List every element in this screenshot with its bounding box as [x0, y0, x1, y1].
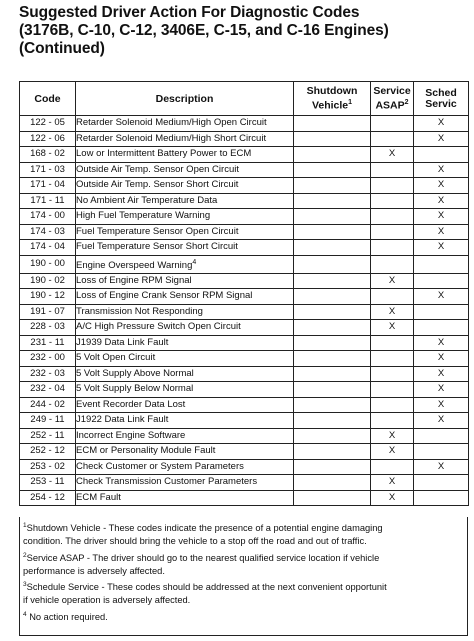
code-cell: 174 - 00: [20, 209, 76, 225]
shutdown-mark: [294, 255, 371, 273]
table-row: [20, 444, 469, 460]
description-text: Retarder Solenoid Medium/High Open Circuit: [76, 117, 267, 129]
schedule-mark: X: [414, 224, 469, 240]
footnote-2-line-1: [23, 549, 464, 565]
shutdown-mark: [294, 304, 371, 320]
table-row: [20, 382, 469, 398]
footnote-1-line-1: [23, 519, 464, 535]
shutdown-mark: [294, 444, 371, 460]
schedule-mark: X: [414, 289, 469, 305]
service-mark: [371, 193, 414, 209]
footnote-1-number: 1: [23, 522, 27, 529]
service-mark: [371, 255, 414, 273]
schedule-mark: X: [414, 366, 469, 382]
table-row: [20, 397, 469, 413]
description-cell: [76, 335, 294, 351]
code-cell: 174 - 03: [20, 224, 76, 240]
description-wrap: [76, 132, 293, 146]
schedule-mark: [414, 304, 469, 320]
footnotes: [19, 517, 468, 636]
footnote-2-line-2: performance is adversely affected.: [23, 565, 165, 576]
description-text: Fuel Temperature Sensor Short Circuit: [76, 241, 238, 253]
description-text: J1922 Data Link Fault: [76, 414, 169, 426]
service-mark: [371, 224, 414, 240]
code-cell: 190 - 12: [20, 289, 76, 305]
description-wrap: [76, 398, 293, 412]
table-row: [20, 224, 469, 240]
footnote-1-text-1: Shutdown Vehicle - These codes indicate the presence of a potential engine damaging: [26, 523, 383, 534]
description-cell: [76, 397, 294, 413]
footnote-2-number: 2: [23, 551, 27, 559]
table-row: [20, 490, 469, 506]
table-row: [20, 475, 469, 491]
footnote-4-text-1: No action required.: [26, 611, 108, 622]
description-text: No Ambient Air Temperature Data: [76, 194, 218, 206]
code-cell: 228 - 03: [20, 320, 76, 336]
description-wrap: [76, 240, 293, 254]
service-mark: [371, 413, 414, 429]
description-text: Outside Air Temp. Sensor Short Circuit: [76, 179, 239, 191]
description-wrap: [76, 460, 293, 474]
shutdown-mark: [294, 289, 371, 305]
service-mark: [371, 397, 414, 413]
description-cell: [76, 382, 294, 398]
description-wrap: [76, 147, 293, 161]
shutdown-mark: [294, 335, 371, 351]
description-wrap: [76, 413, 293, 427]
page-title: [19, 4, 469, 58]
description-cell: [76, 255, 294, 273]
shutdown-mark: [294, 382, 371, 398]
footnote-4-line-1: [23, 608, 464, 624]
description-text: ECM Fault: [76, 491, 121, 503]
description-cell: [76, 428, 294, 444]
footnote-3-number: 3: [23, 581, 27, 588]
service-mark: [371, 131, 414, 147]
table-row: [20, 131, 469, 147]
schedule-mark: X: [414, 178, 469, 194]
code-cell: 253 - 02: [20, 459, 76, 475]
service-mark: X: [371, 320, 414, 336]
shutdown-mark: [294, 366, 371, 382]
description-cell: [76, 116, 294, 132]
schedule-mark: [414, 320, 469, 336]
footnote-1-line-2: condition. The driver should bring the vehicle to a stop off the road and out of traffic.: [23, 536, 367, 547]
column-header-shutdown: [294, 82, 371, 116]
description-wrap: [76, 320, 293, 334]
description-wrap: [76, 194, 293, 208]
schedule-mark: X: [414, 397, 469, 413]
description-cell: [76, 444, 294, 460]
description-text: Check Transmission Customer Parameters: [76, 476, 258, 488]
shutdown-header-line1: Shutdown: [306, 84, 358, 97]
service-mark: [371, 178, 414, 194]
code-cell: 232 - 03: [20, 366, 76, 382]
shutdown-mark: [294, 116, 371, 132]
description-wrap: [76, 351, 293, 365]
code-cell: 252 - 12: [20, 444, 76, 460]
schedule-mark: X: [414, 162, 469, 178]
code-cell: 190 - 00: [20, 255, 76, 273]
schedule-mark: [414, 490, 469, 506]
service-mark: [371, 289, 414, 305]
description-text: Fuel Temperature Sensor Open Circuit: [76, 225, 239, 237]
table-row: [20, 320, 469, 336]
description-wrap: [76, 444, 293, 458]
description-cell: [76, 178, 294, 194]
table-row: [20, 209, 469, 225]
description-wrap: [76, 163, 293, 177]
description-wrap: [76, 256, 293, 273]
code-cell: 254 - 12: [20, 490, 76, 506]
shutdown-footnote-ref: 1: [348, 98, 353, 106]
title-line-1: Suggested Driver Action For Diagnostic Codes: [19, 4, 360, 21]
code-cell: 244 - 02: [20, 397, 76, 413]
service-mark: X: [371, 444, 414, 460]
description-wrap: [76, 178, 293, 192]
footnote-3-text-1: Schedule Service - These codes should be addressed at the next convenient opportunit: [26, 582, 387, 593]
schedule-mark: [414, 255, 469, 273]
code-cell: 174 - 04: [20, 240, 76, 256]
table-row: [20, 428, 469, 444]
shutdown-mark: [294, 131, 371, 147]
shutdown-mark: [294, 193, 371, 209]
table-row: [20, 193, 469, 209]
shutdown-mark: [294, 351, 371, 367]
table-row: [20, 255, 469, 273]
code-cell: 168 - 02: [20, 147, 76, 163]
description-wrap: [76, 382, 293, 396]
description-text: A/C High Pressure Switch Open Circuit: [76, 321, 241, 333]
service-mark: [371, 366, 414, 382]
description-wrap: [76, 225, 293, 239]
description-wrap: [76, 305, 293, 319]
table-row: [20, 147, 469, 163]
shutdown-mark: [294, 428, 371, 444]
service-header-line2: ASAP: [375, 99, 405, 112]
table-body: [20, 116, 469, 506]
description-cell: [76, 240, 294, 256]
table-row: [20, 459, 469, 475]
shutdown-mark: [294, 273, 371, 289]
shutdown-mark: [294, 224, 371, 240]
description-wrap: [76, 336, 293, 350]
description-text: Outside Air Temp. Sensor Open Circuit: [76, 163, 239, 175]
code-cell: 232 - 04: [20, 382, 76, 398]
table-row: [20, 116, 469, 132]
description-wrap: [76, 116, 293, 130]
column-header-code: Code: [20, 82, 76, 116]
footnote-2-text-1: Service ASAP - The driver should go to the nearest qualified service location if vehicle: [26, 552, 380, 563]
code-cell: 253 - 11: [20, 475, 76, 491]
description-text: Low or Intermittent Battery Power to ECM: [76, 148, 252, 160]
description-text: Loss of Engine Crank Sensor RPM Signal: [76, 290, 253, 302]
shutdown-mark: [294, 475, 371, 491]
shutdown-mark: [294, 320, 371, 336]
service-mark: [371, 335, 414, 351]
code-cell: 171 - 04: [20, 178, 76, 194]
description-text: Retarder Solenoid Medium/High Short Circuit: [76, 132, 267, 144]
table-row: [20, 335, 469, 351]
description-text: Event Recorder Data Lost: [76, 398, 186, 410]
code-cell: 122 - 06: [20, 131, 76, 147]
footnote-3-line-1: [23, 578, 464, 594]
table-row: [20, 304, 469, 320]
description-text: 5 Volt Open Circuit: [76, 352, 156, 364]
schedule-mark: X: [414, 209, 469, 225]
schedule-mark: [414, 475, 469, 491]
code-cell: 191 - 07: [20, 304, 76, 320]
service-mark: [371, 351, 414, 367]
description-cell: [76, 273, 294, 289]
description-wrap: [76, 491, 293, 505]
description-text: J1939 Data Link Fault: [76, 336, 169, 348]
code-cell: 122 - 05: [20, 116, 76, 132]
schedule-mark: [414, 273, 469, 289]
shutdown-mark: [294, 147, 371, 163]
diagnostic-codes-table: [19, 81, 469, 506]
shutdown-mark: [294, 162, 371, 178]
schedule-mark: X: [414, 413, 469, 429]
service-mark: X: [371, 428, 414, 444]
shutdown-header-line2: Vehicle: [311, 99, 349, 112]
description-cell: [76, 366, 294, 382]
description-cell: [76, 289, 294, 305]
table-row: [20, 289, 469, 305]
description-cell: [76, 475, 294, 491]
shutdown-mark: [294, 209, 371, 225]
service-mark: [371, 162, 414, 178]
service-header-line1: Service: [373, 84, 411, 97]
description-wrap: [76, 367, 293, 381]
schedule-mark: X: [414, 116, 469, 132]
shutdown-mark: [294, 490, 371, 506]
description-cell: [76, 351, 294, 367]
service-mark: [371, 240, 414, 256]
description-wrap: [76, 475, 293, 489]
description-cell: [76, 490, 294, 506]
schedule-mark: [414, 444, 469, 460]
shutdown-mark: [294, 240, 371, 256]
schedule-mark: [414, 147, 469, 163]
description-text: 5 Volt Supply Below Normal: [76, 383, 194, 395]
service-mark: [371, 459, 414, 475]
description-text: Engine Overspeed Warning: [76, 259, 193, 271]
description-cell: [76, 459, 294, 475]
column-header-description: Description: [76, 82, 294, 116]
description-text: Transmission Not Responding: [76, 305, 203, 317]
schedule-mark: X: [414, 335, 469, 351]
table-row: [20, 273, 469, 289]
code-cell: 252 - 11: [20, 428, 76, 444]
table-row: [20, 162, 469, 178]
table-row: [20, 351, 469, 367]
schedule-mark: X: [414, 240, 469, 256]
description-cell: [76, 320, 294, 336]
schedule-mark: X: [414, 459, 469, 475]
column-header-schedule: [414, 82, 469, 116]
schedule-mark: [414, 428, 469, 444]
shutdown-mark: [294, 178, 371, 194]
code-cell: 231 - 11: [20, 335, 76, 351]
title-line-3: (Continued): [19, 40, 105, 57]
shutdown-mark: [294, 459, 371, 475]
code-cell: 249 - 11: [20, 413, 76, 429]
description-text: Incorrect Engine Software: [76, 429, 186, 441]
description-cell: [76, 209, 294, 225]
service-mark: X: [371, 304, 414, 320]
title-line-2: (3176B, C-10, C-12, 3406E, C-15, and C-16 Engines): [19, 22, 389, 39]
footnote-4-number: 4: [23, 610, 27, 618]
service-footnote-ref: 2: [404, 98, 409, 106]
service-mark: X: [371, 273, 414, 289]
description-text: Loss of Engine RPM Signal: [76, 274, 192, 286]
description-cell: [76, 131, 294, 147]
code-cell: 171 - 11: [20, 193, 76, 209]
description-cell: [76, 304, 294, 320]
table-row: [20, 413, 469, 429]
description-wrap: [76, 274, 293, 288]
code-cell: 171 - 03: [20, 162, 76, 178]
description-text: 5 Volt Supply Above Normal: [76, 367, 194, 379]
code-cell: 232 - 00: [20, 351, 76, 367]
description-text: High Fuel Temperature Warning: [76, 210, 211, 222]
description-wrap: [76, 429, 293, 443]
description-cell: [76, 224, 294, 240]
description-text: Check Customer or System Parameters: [76, 460, 244, 472]
table-header-row: [20, 82, 469, 116]
schedule-mark: X: [414, 382, 469, 398]
schedule-mark: X: [414, 193, 469, 209]
table-row: [20, 366, 469, 382]
service-mark: [371, 116, 414, 132]
service-mark: [371, 209, 414, 225]
table-row: [20, 240, 469, 256]
schedule-header-line1: Sched: [425, 86, 457, 99]
service-mark: X: [371, 475, 414, 491]
footnote-3-line-2: if vehicle operation is adversely affected.: [23, 595, 191, 606]
description-cell: [76, 147, 294, 163]
description-cell: [76, 413, 294, 429]
service-mark: X: [371, 147, 414, 163]
schedule-header-line2: Servic: [425, 97, 457, 110]
description-cell: [76, 162, 294, 178]
description-text: ECM or Personality Module Fault: [76, 445, 216, 457]
shutdown-mark: [294, 413, 371, 429]
description-cell: [76, 193, 294, 209]
code-cell: 190 - 02: [20, 273, 76, 289]
service-mark: X: [371, 490, 414, 506]
column-header-service: [371, 82, 414, 116]
schedule-mark: X: [414, 131, 469, 147]
footnote-ref: 4: [192, 258, 197, 266]
description-wrap: [76, 209, 293, 223]
schedule-mark: X: [414, 351, 469, 367]
shutdown-mark: [294, 397, 371, 413]
description-wrap: [76, 289, 293, 303]
service-mark: [371, 382, 414, 398]
table-row: [20, 178, 469, 194]
